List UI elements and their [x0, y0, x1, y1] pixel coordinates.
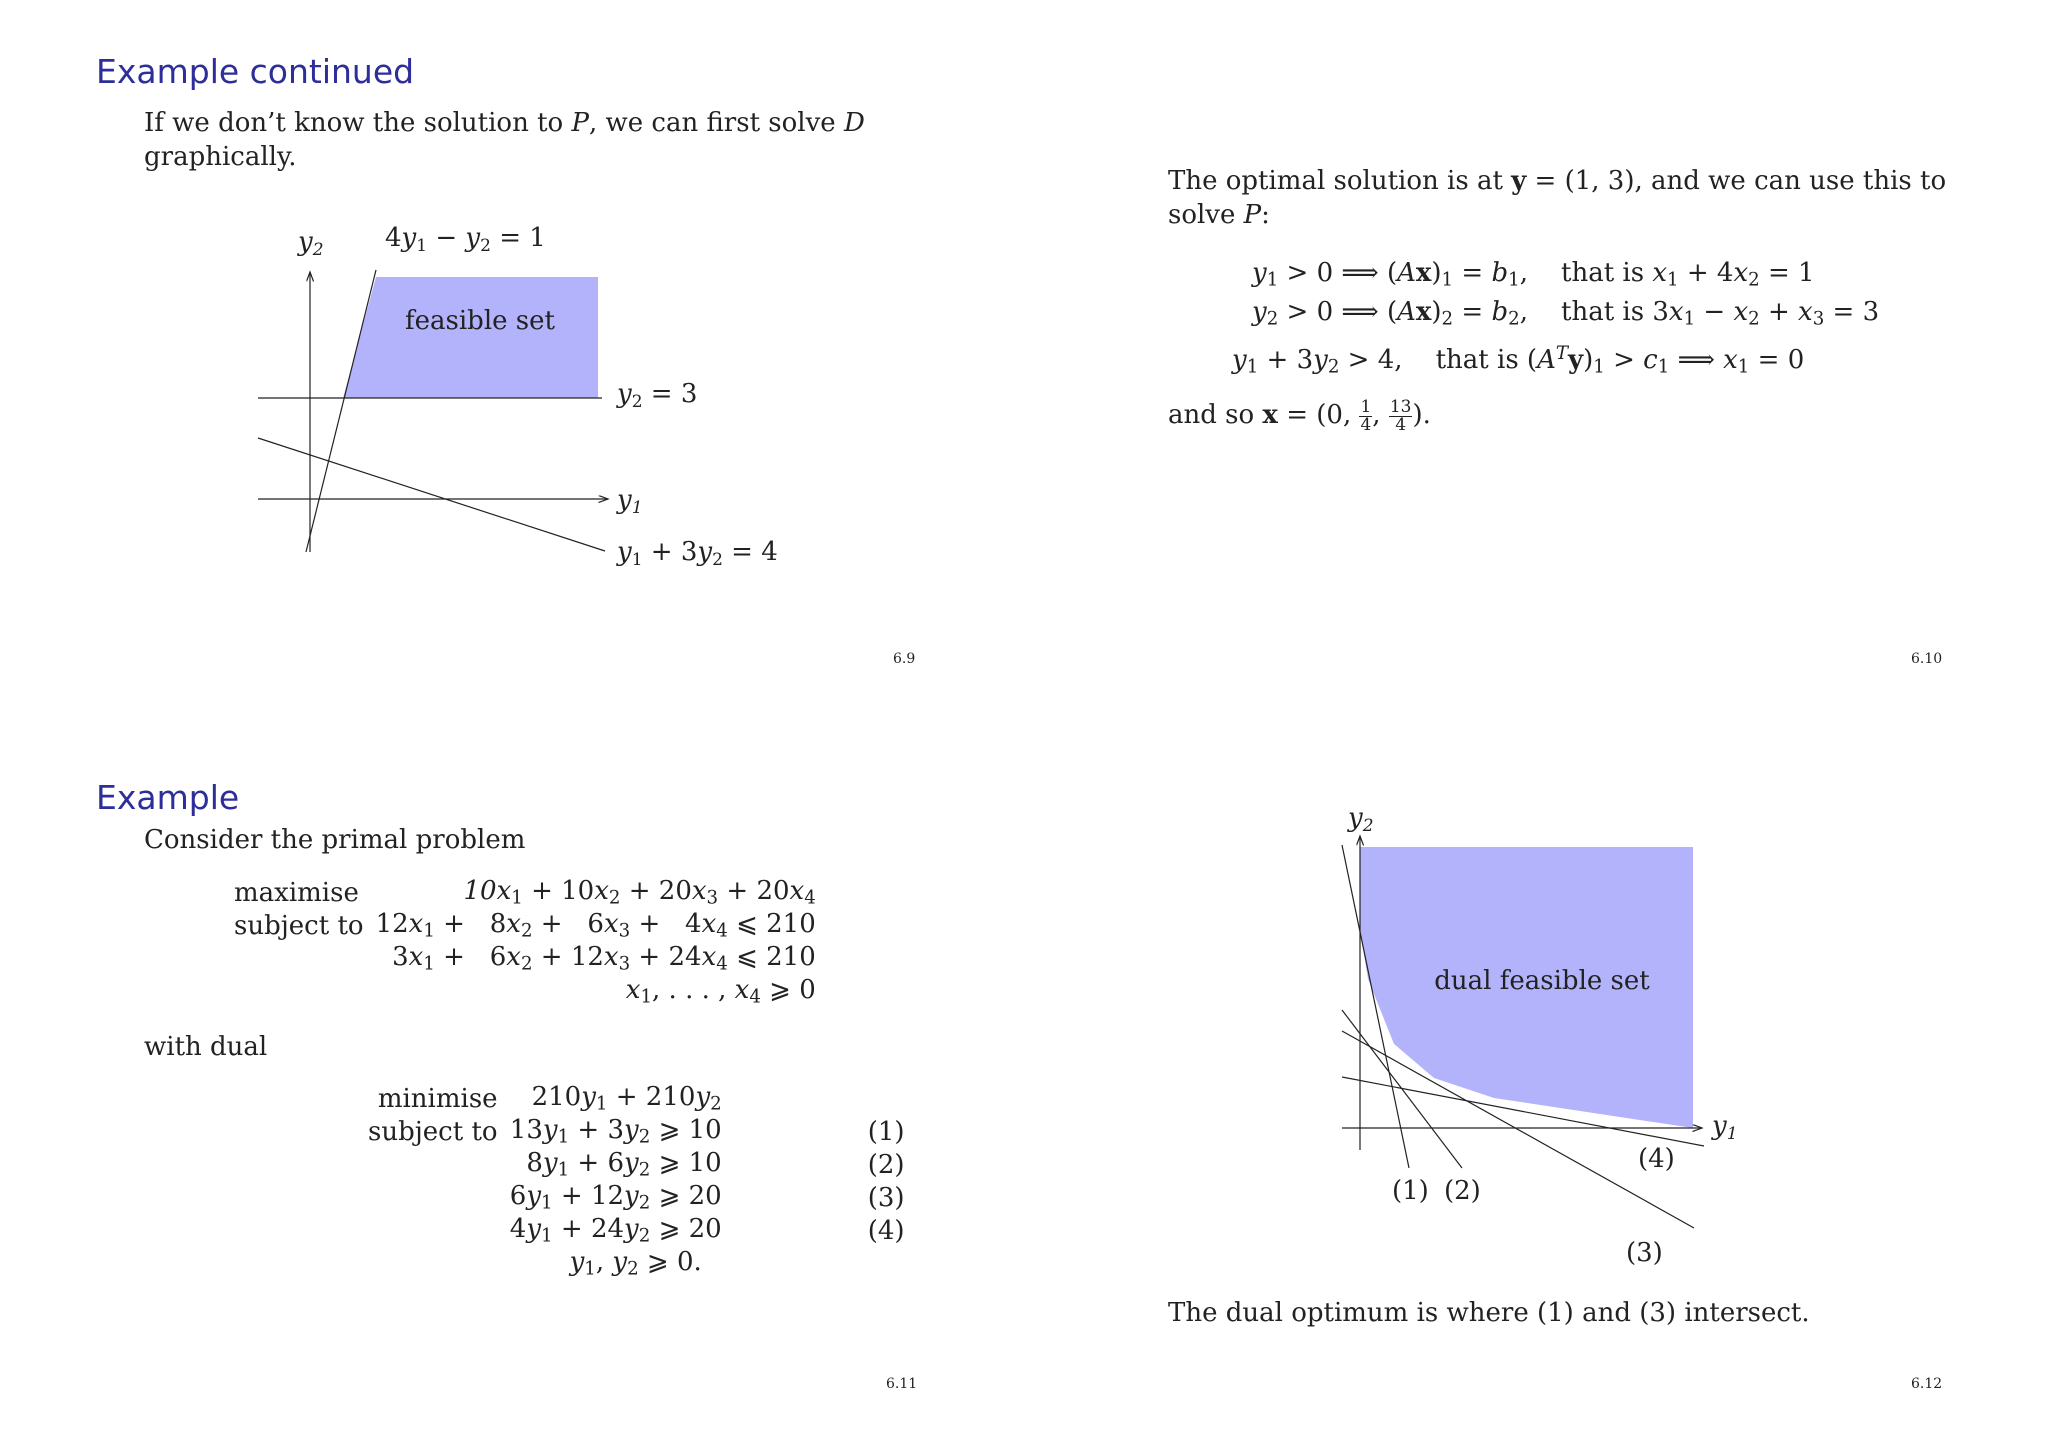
- label-4y1-minus-y2: 4y1 − y2 = 1: [385, 223, 546, 256]
- solution-x: and so x = (0, $\frac{1}{4}$ , $\frac{13}{4}$ ).: [1168, 396, 1431, 435]
- axis-label-y1: y1: [617, 485, 643, 518]
- implication-3: $y_1 + 3y_2 > 4$, that is $(A^Ty)_1 > c_1$ ⟹ $x_1 = 0$: [1232, 343, 1805, 378]
- feasible-set-label: feasible set: [405, 306, 555, 336]
- page-number: 6.12: [1911, 1376, 1943, 1392]
- intro-line-1: If we don’t know the solution to P, we can first solve D: [144, 108, 865, 138]
- slide-6-12: [1024, 724, 2048, 1448]
- dual-constraint-row: $8y_1 + 6y_2$ ⩾ 10 (2): [318, 1148, 911, 1181]
- implication-2: $y_2 > 0$ ⟹ $(Ax)_2 = b_2$, that is $3x_1 - x_2 + x_3 = 3$: [1252, 297, 1880, 330]
- feasible-set-graph: [240, 220, 800, 580]
- implication-1: $y_1 > 0$ ⟹ $(Ax)_1 = b_1$, that is $x_1 + 4x_2 = 1$: [1252, 258, 1815, 291]
- maximise-keyword: maximise: [234, 877, 359, 908]
- dual-constraint-row: subject to $13y_1 + 3y_2$ ⩾ 10 (1): [318, 1115, 911, 1148]
- primal-problem: [228, 876, 822, 1008]
- dual-nonneg-row: $y_1$, $y_2$ ⩾ 0.: [569, 1247, 702, 1280]
- minimise-keyword: minimise: [377, 1083, 498, 1114]
- subject-to-keyword: subject to: [368, 1116, 498, 1147]
- page-number: 6.10: [1911, 651, 1943, 667]
- optimal-line-1: The optimal solution is at y = (1, 3), and we can use this to: [1168, 166, 1947, 196]
- constraint-tag: (2): [867, 1149, 905, 1180]
- dual-feasible-set-label: dual feasible set: [1434, 966, 1650, 996]
- line-tag-3: (3): [1626, 1238, 1663, 1268]
- slide-6-10: [1024, 0, 2048, 724]
- axis-label-y1: y1: [1712, 1111, 1738, 1144]
- slide-title: Example: [96, 778, 240, 817]
- page-number: 6.9: [893, 651, 916, 667]
- primal-objective-row: maximise $10x_1 + 10x_2 + 20x_3 + 20x_4$: [228, 876, 822, 909]
- feasible-region: [343, 277, 598, 398]
- intro-line-2: graphically.: [144, 142, 297, 172]
- optimal-line-2: solve P:: [1168, 200, 1270, 230]
- intro-text: Consider the primal problem: [144, 825, 526, 855]
- slide-6-9: [0, 0, 1024, 724]
- page-number: 6.11: [886, 1376, 918, 1392]
- constraint-tag: (4): [867, 1215, 905, 1246]
- subject-to-keyword: subject to: [234, 910, 364, 941]
- line-4y1-minus-y2: [306, 270, 376, 552]
- optimal-solution-text: [1168, 164, 1946, 232]
- dual-objective-row: minimise $210y_1 + 210y_2$: [318, 1082, 911, 1115]
- primal-nonneg-row: $x_1$, . . . , $x_4$ ⩾ 0: [625, 975, 816, 1008]
- dual-problem: [318, 1082, 911, 1280]
- constraint-tag: (3): [867, 1182, 905, 1213]
- primal-constraint-row: subject to $12x_1 + 8x_2 + 6x_3 + 4x_4$ ⩽ 210: [228, 909, 822, 942]
- axis-label-y2: y2: [298, 227, 324, 260]
- dual-constraint-row: $4y_1 + 24y_2$ ⩾ 20 (4): [318, 1214, 911, 1247]
- label-y2-eq-3: y2 = 3: [617, 379, 698, 412]
- label-y1-plus-3y2: y1 + 3y2 = 4: [617, 537, 778, 570]
- dual-constraint-row: $6y_1 + 12y_2$ ⩾ 20 (3): [318, 1181, 911, 1214]
- intro-text: [144, 106, 865, 174]
- primal-constraint-row: $3x_1 + 6x_2 + 12x_3 + 24x_4$ ⩽ 210: [392, 942, 816, 975]
- line-tag-2: (2): [1444, 1176, 1481, 1206]
- slide-6-11: [0, 724, 1024, 1448]
- dual-feasible-graph: [1304, 800, 1784, 1280]
- axis-label-y2: y2: [1348, 803, 1374, 836]
- constraint-tag: (1): [867, 1116, 905, 1147]
- line-tag-1: (1): [1392, 1176, 1429, 1206]
- with-dual-text: with dual: [144, 1032, 268, 1062]
- line-tag-4: (4): [1638, 1144, 1675, 1174]
- slide-title: Example continued: [96, 52, 415, 91]
- dual-optimum-text: The dual optimum is where (1) and (3) intersect.: [1168, 1298, 1810, 1328]
